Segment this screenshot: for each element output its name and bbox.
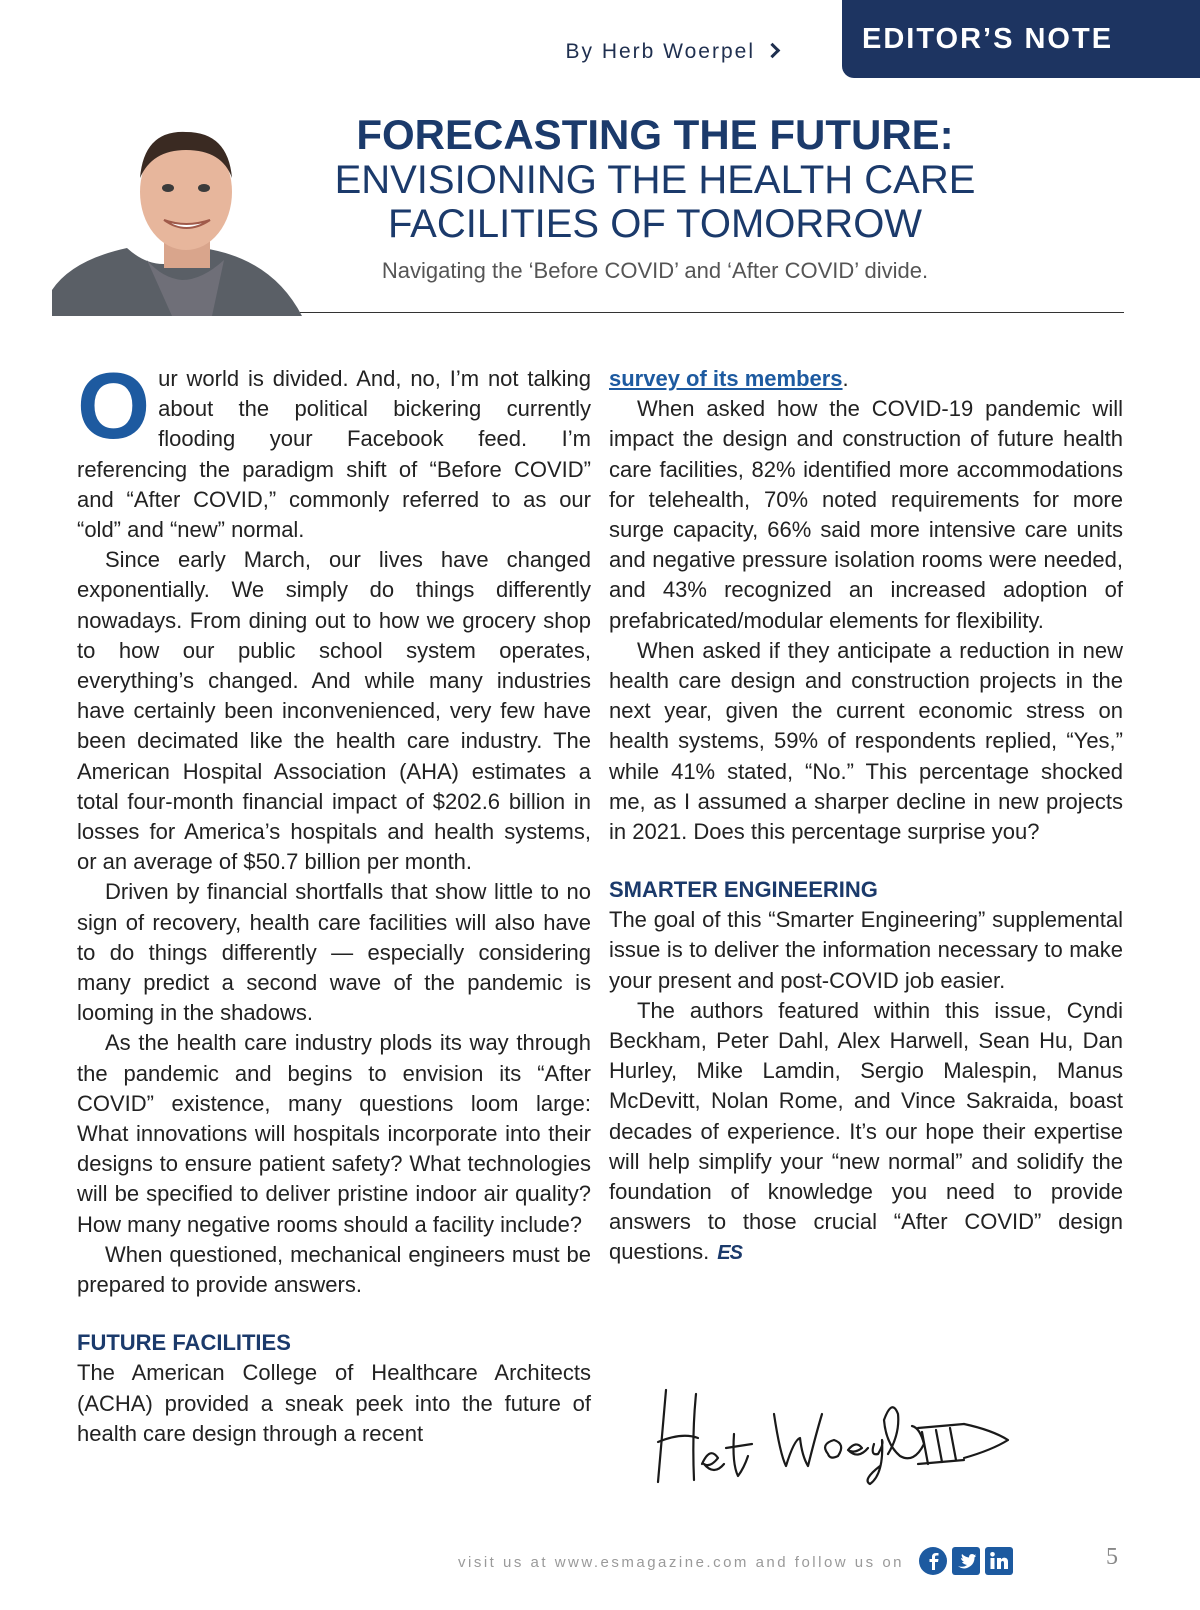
header-divider <box>300 312 1124 313</box>
paragraph-6-text: The American College of Healthcare Architects (ACHA) provided a sneak peek into the future of health care design through a recent <box>77 1360 591 1446</box>
facebook-icon[interactable] <box>918 1546 948 1576</box>
column-left <box>77 353 591 1449</box>
paragraph-7: When asked how the COVID-19 pandemic will impact the design and construction of future health care facilities, 82% identified more accommodations for telehealth, 70% noted requirements for more surge capacity, 66% said more intensive care units and negative pressure isolation rooms were needed, and 43% recognized an increased adoption of prefabricated/modular elements for flexibility. <box>609 396 1123 633</box>
footer-text: visit us at www.esmagazine.com and follow us on <box>458 1554 904 1571</box>
paragraph-10-text: The authors featured within this issue, Cyndi Beckham, Peter Dahl, Alex Harwell, Sean Hu, Dan Hurley, Mike Lamdin, Sergio Malespin, Manus McDevitt, Nolan Rome, and Vince Sakraida, boast decades of experience. It’s our hope their expertise will help simplify your “new normal” and solidify the foundation of knowledge you need to provide answers to those crucial “After COVID” design questions. <box>609 997 1123 1265</box>
paragraph-2: Since early March, our lives have changed exponentially. We simply do things differently nowadays. From dining out to how we grocery shop to how our public school system operates, everything’s changed. And while many industries have certainly been inconvenienced, very few have been decimated like the health care industry. The American Hospital Association (AHA) estimates a total four-month financial impact of $202.6 billion in losses for America’s hospitals and health systems, or an average of $50.7 billion per month. <box>77 547 591 875</box>
paragraph-9: The goal of this “Smarter Engineering” supplemental issue is to deliver the information necessary to make your present and post-COVID job easier. <box>609 907 1123 993</box>
paragraph-1 <box>77 353 591 545</box>
paragraph-6-end: . <box>842 366 849 391</box>
byline-text: By Herb Woerpel <box>565 40 755 63</box>
twitter-icon[interactable] <box>951 1546 981 1576</box>
paragraph-3: Driven by financial shortfalls that show little to no sign of recovery, health care facilities will also have to do things differently — especially considering many predict a second wave of the pandemic is looming in the shadows. <box>77 879 591 1026</box>
headline-line-3: FACILITIES OF TOMORROW <box>387 202 923 246</box>
paragraph-6 <box>77 1358 591 1449</box>
column-right <box>609 364 1123 1269</box>
section-tab <box>842 0 1200 78</box>
page-number: 5 <box>1106 1544 1118 1570</box>
paragraph-6-continued <box>609 364 1123 394</box>
paragraph-10 <box>609 996 1123 1269</box>
headline-line-1: FORECASTING THE FUTURE: <box>356 111 954 158</box>
byline <box>565 40 778 64</box>
survey-link[interactable]: survey of its members <box>609 366 843 391</box>
social-links <box>918 1546 1017 1576</box>
paragraph-1-text: ur world is divided. And, no, I’m not talking about the political bickering currently flooding your Facebook feed. I’m referencing the paradigm shift of “Before COVID” and “After COVID,” commonly referred to as our “old” and “new” normal. <box>77 366 591 543</box>
author-signature <box>652 1384 1032 1488</box>
headline-line-2: ENVISIONING THE HEALTH CARE <box>334 158 976 202</box>
chevron-right-icon <box>765 43 781 59</box>
subhead-smarter-engineering: SMARTER ENGINEERING <box>609 877 878 903</box>
article-deck: Navigating the ‘Before COVID’ and ‘After COVID’ divide. <box>381 258 929 283</box>
drop-cap: O <box>77 353 151 458</box>
subhead-future-facilities: FUTURE FACILITIES <box>77 1330 291 1356</box>
paragraph-4: As the health care industry plods its way through the pandemic and begins to envision its “After COVID” existence, many questions loom large: What innovations will hospitals incorporate into their designs to ensure patient safety? What technologies will be specified to deliver pristine indoor air quality? How many negative rooms should a facility include? <box>77 1030 591 1237</box>
es-end-mark: ES <box>717 1242 742 1265</box>
paragraph-8: When asked if they anticipate a reduction in new health care design and construction projects in the next year, given the current economic stress on health systems, 59% of respondents replied, “Yes,” while 41% stated, “No.” This percentage shocked me, as I assumed a sharper decline in new projects in 2021. Does this percentage surprise you? <box>609 637 1123 845</box>
section-tab-label: EDITOR’S NOTE <box>862 22 1114 55</box>
page-footer <box>0 1542 1200 1582</box>
paragraph-5: When questioned, mechanical engineers must be prepared to provide answers. <box>77 1241 591 1298</box>
article-headline <box>260 112 1050 246</box>
linkedin-icon[interactable] <box>984 1546 1014 1576</box>
